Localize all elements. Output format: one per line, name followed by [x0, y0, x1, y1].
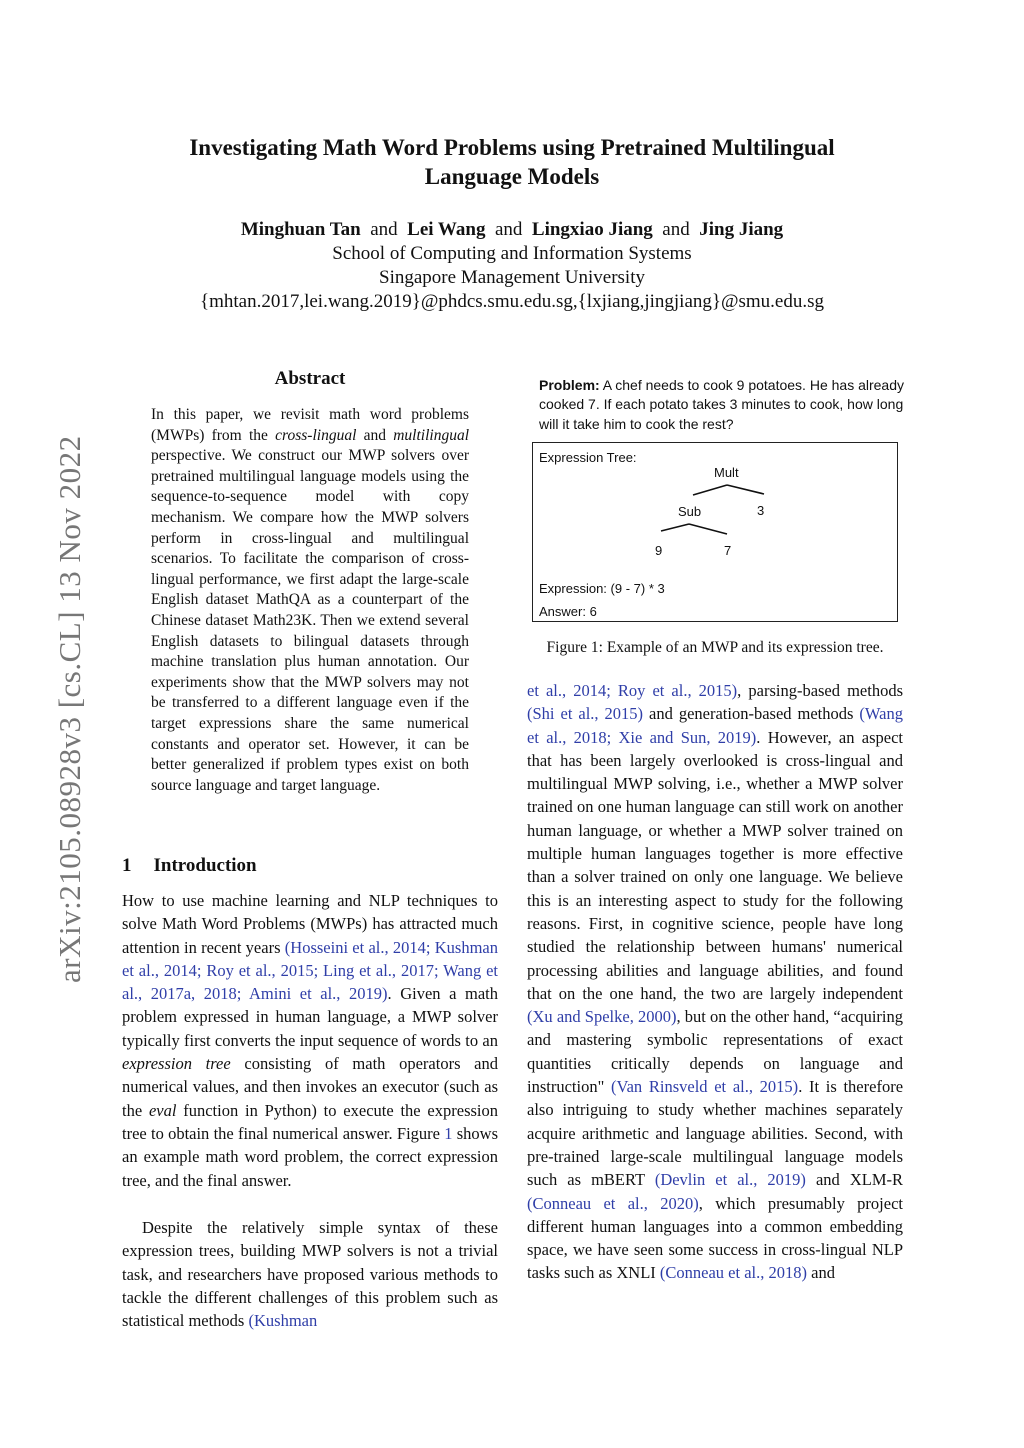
citation-link[interactable]: (Shi et al., 2015) [527, 704, 644, 724]
abstract-emph: multilingual [393, 426, 470, 444]
citation-link[interactable]: (Conneau et al., 2020) [527, 1193, 699, 1213]
text-run: and XLM-R [805, 1170, 903, 1190]
intro-paragraph-2 [122, 1216, 498, 1332]
node-7: 7 [724, 543, 732, 558]
and-2: and [494, 219, 523, 240]
citation-link[interactable]: (Kushman [248, 1311, 318, 1331]
section-heading [122, 855, 257, 877]
affiliation-university: Singapore Management University [379, 267, 645, 288]
figure-ref-link[interactable]: 1 [444, 1123, 453, 1143]
node-3: 3 [757, 503, 765, 518]
author-1: Minghuan Tan [240, 219, 361, 240]
author-list [0, 218, 1024, 242]
edge-mult-3 [727, 485, 764, 494]
figure-caption: Figure 1: Example of an MWP and its expression tree. [546, 639, 884, 656]
text-run: . Given a math problem expressed in human language, a MWP solver typically first converts the input sequence of words to an [122, 984, 499, 1050]
title-line-2: Language Models [424, 164, 600, 189]
text-run: function in Python) to execute the expression tree to obtain the final numerical answer. Figure [122, 1100, 498, 1143]
citation-link[interactable]: (Xu and Spelke, 2000) [527, 1007, 677, 1027]
node-mult: Mult [714, 465, 739, 480]
citation-link[interactable]: (Van Rinsveld et al., 2015) [611, 1077, 799, 1097]
emphasis: eval [148, 1100, 177, 1120]
text-run: . However, an aspect that has been largely overlooked is cross-lingual and multilingual MWP solving, i.e., whether a MWP solver trained on one human language can still work on another human language, or whether a MWP solver trained on multiple human languages together is more effective than a solver trained on only one language. We believe this is an interesting aspect to study for the following reasons. First, in cognitive science, people have long studied the relationship between humans' numerical processing abilities and language abilities, and found that on the one hand, the two are largely independent [527, 727, 903, 1003]
text-run: and [807, 1263, 835, 1283]
and-1: and [370, 219, 398, 240]
author-emails: {mhtan.2017,lei.wang.2019}@phdcs.smu.edu.sg,{lxjiang,jingjiang}@smu.edu.sg [199, 291, 824, 312]
citation-link[interactable]: (Devlin et al., 2019) [654, 1170, 806, 1190]
citation-link[interactable]: et al., 2014; Roy et al., 2015) [527, 681, 738, 700]
expression-tree-box [532, 442, 898, 622]
abstract-emph: cross-lingual [275, 426, 357, 444]
paper-title [0, 133, 1024, 191]
affiliation-school: School of Computing and Information Systems [332, 243, 692, 264]
citation-link[interactable]: (Conneau et al., 2018) [659, 1263, 807, 1283]
problem-body: A chef needs to cook 9 potatoes. He has already cooked 7. If each potato takes 3 minutes to cook, how long will it take him to cook the rest? [539, 377, 905, 432]
intro-paragraph-1 [122, 889, 498, 1192]
right-column-text [527, 679, 903, 1285]
author-2: Lei Wang [407, 219, 486, 240]
abstract-heading: Abstract [274, 368, 346, 389]
edge-sub-7 [689, 524, 727, 534]
author-4: Jing Jiang [699, 219, 784, 240]
citation-link[interactable]: (Hosseini et al., 2014; Kushman et al., 2014; Roy et al., 2015; Ling et al., 2017; Wang et al., 2017a, 2018; Amini et al., 2019) [122, 937, 499, 1004]
section-number: 1 [122, 855, 132, 876]
arxiv-identifier: arXiv:2105.08928v3 [cs.CL] 13 Nov 2022 [52, 435, 87, 983]
text-run: shows an example math word problem, the correct expression tree, and the final answer. [122, 1123, 498, 1190]
text-run: . It is therefore also intriguing to study whether machines separately acquire arithmetic and language abilities. Second, with pre-trained large-scale multilingual language models such as mBERT [527, 1077, 904, 1190]
edge-sub-9 [661, 524, 689, 531]
abstract-part: and [356, 426, 394, 444]
emphasis: expression tree [122, 1054, 231, 1074]
tree-label: Expression Tree: [539, 450, 637, 465]
node-sub: Sub [678, 504, 702, 519]
abstract-text [151, 405, 469, 796]
figure-problem-text [539, 376, 909, 434]
edge-mult-sub [693, 485, 727, 495]
text-run: , parsing-based methods [737, 681, 903, 700]
citation-link[interactable]: (Wang et al., 2018; Xie and Sun, 2019) [527, 704, 903, 747]
section-title: Introduction [153, 855, 257, 876]
title-line-1: Investigating Math Word Problems using Pretrained Multilingual [189, 135, 835, 160]
expression-text: Expression: (9 - 7) * 3 [539, 581, 665, 596]
abstract-part: perspective. We construct our MWP solvers over pretrained multilingual language models using the sequence-to-sequence model with copy mechanism. We compare how the MWP solvers perform in cross-lingual and multilingual scenarios. To facilitate the comparison of cross-lingual performance, we first adapt the large-scale English dataset MathQA as a counterpart of the Chinese dataset Math23K. Then we extend several English datasets to bilingual datasets through machine translation plus human annotation. Our experiments show that the MWP solvers may not be transferred to a different language even if the target expressions share the same numerical constants and operator set. However, it can be better generalized if problem types exist on both source language and target language. [151, 447, 469, 794]
text-run: consisting of math operators and numerical values, and then invokes an executor (such as the [122, 1054, 498, 1120]
text-run: and generation-based methods [643, 704, 860, 724]
answer-text: Answer: 6 [539, 604, 597, 619]
node-9: 9 [655, 543, 663, 558]
text-run: Despite the relatively simple syntax of these expression trees, building MWP solvers is not a trivial task, and researchers have proposed various methods to tackle the different challenges of this problem such as statistical methods [122, 1218, 498, 1331]
and-3: and [662, 219, 690, 240]
text-run: How to use machine learning and NLP techniques to solve Math Word Problems (MWPs) has attracted much attention in recent years [122, 891, 498, 957]
text-run: , which presumably project different human languages into a common embedding space, we have seen some success in cross-lingual NLP tasks such as XNLI [527, 1193, 903, 1283]
abstract-part: In this paper, we revisit math word problems (MWPs) from the [151, 406, 469, 444]
author-3: Lingxiao Jiang [531, 219, 653, 240]
problem-label: Problem: [539, 377, 600, 393]
text-run: , but on the other hand, “acquiring and mastering symbolic representations of exact quantities critically depends on language and instruction" [527, 1007, 904, 1097]
